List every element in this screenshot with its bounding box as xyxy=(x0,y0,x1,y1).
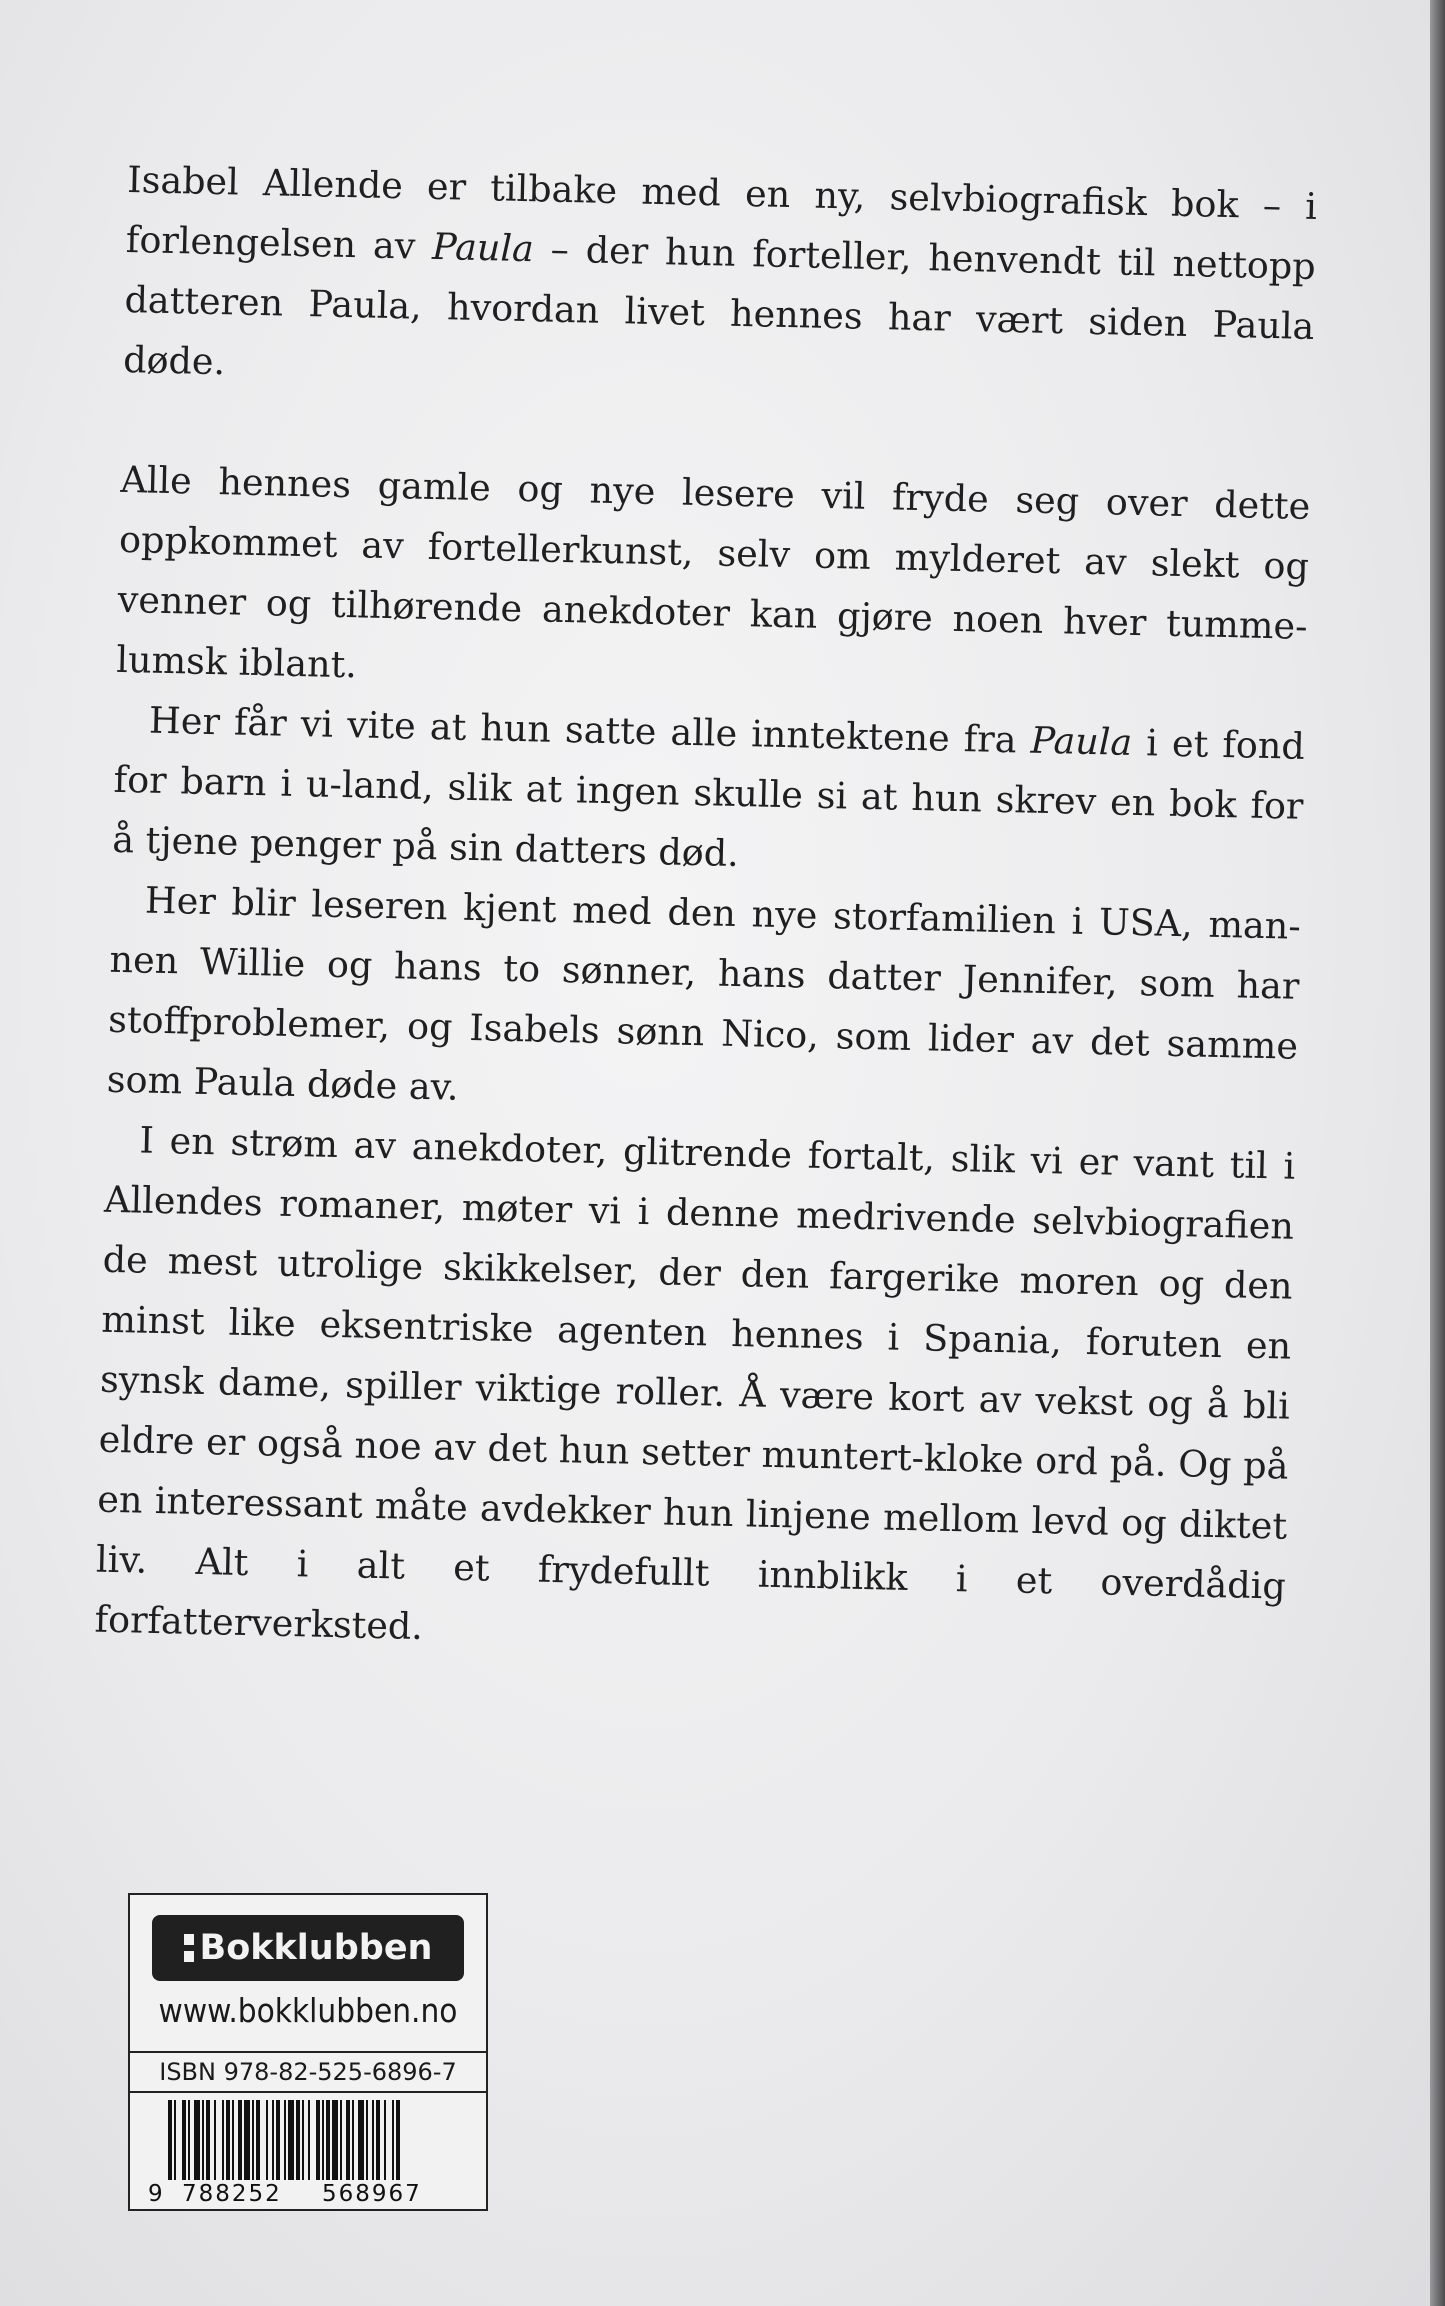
barcode-digits-left: 788252 xyxy=(182,2181,282,2205)
blurb-paragraph-5: I en strøm av anekdoter, glitrende fortalt, slik vi er vant til i Allendes romaner, møter vi i denne medrivende selvbiografien de mest utrolige skikkelser, der den fargerike moren og den minst like eksentriske agenten hennes i Spania, foruten en synsk dame, spiller viktige roller. Å være kort av vekst og å bli eldre er også noe av det hun setter muntert-kloke ord på. Og på en interessant måte avdekker hun linjene mellom levd og diktet liv. Alt i alt et frydefullt innblikk i et overdådig forfatterverksted. xyxy=(94,1118,1296,1649)
barcode-digit-prefix: 9 xyxy=(148,2181,163,2205)
barcode-icon xyxy=(146,2100,470,2205)
logo-mark-icon xyxy=(184,1934,194,1962)
blurb-paragraph-4: Her blir leseren kjent med den nye storfamilien i USA, mannen Willie og hans to sønner, hans datter Jennifer, som har stoffproblemer, og Isabels sønn Nico, som lider av det samme som Paula døde av. xyxy=(106,878,1302,1109)
publisher-url: www.bokklubben.no xyxy=(158,1991,458,2030)
blurb-text xyxy=(94,150,1318,1677)
publisher-badge xyxy=(128,1893,488,2211)
blurb-paragraph-2: Alle hennes gamle og nye lesere vil fryde seg over dette oppkommet av fortellerkunst, selv om mylderet av slekt og venner og tilhørende anekdoter kan gjøre noen hver tummelumsk iblant. xyxy=(115,457,1311,687)
blurb-paragraph-1: Isabel Allende er tilbake med en ny, selvbiografisk bok – i forlengelsen av Paula – der hun forteller, henvendt til nettopp datteren Paula, hvordan livet hennes har vært siden Paula døde. xyxy=(122,157,1318,384)
barcode-digits-right: 568967 xyxy=(322,2181,422,2205)
isbn-number: ISBN 978-82-525-6896-7 xyxy=(130,2051,486,2093)
bokklubben-logo: Bokklubben xyxy=(152,1915,464,1981)
cover-edge xyxy=(1430,0,1445,2306)
blurb-paragraph-3: Her får vi vite at hun satte alle inntektene fra Paula i et fond for barn i u-land, slik at ingen skulle si at hun skrev en bok for å tjene penger på sin datters død. xyxy=(111,698,1306,876)
